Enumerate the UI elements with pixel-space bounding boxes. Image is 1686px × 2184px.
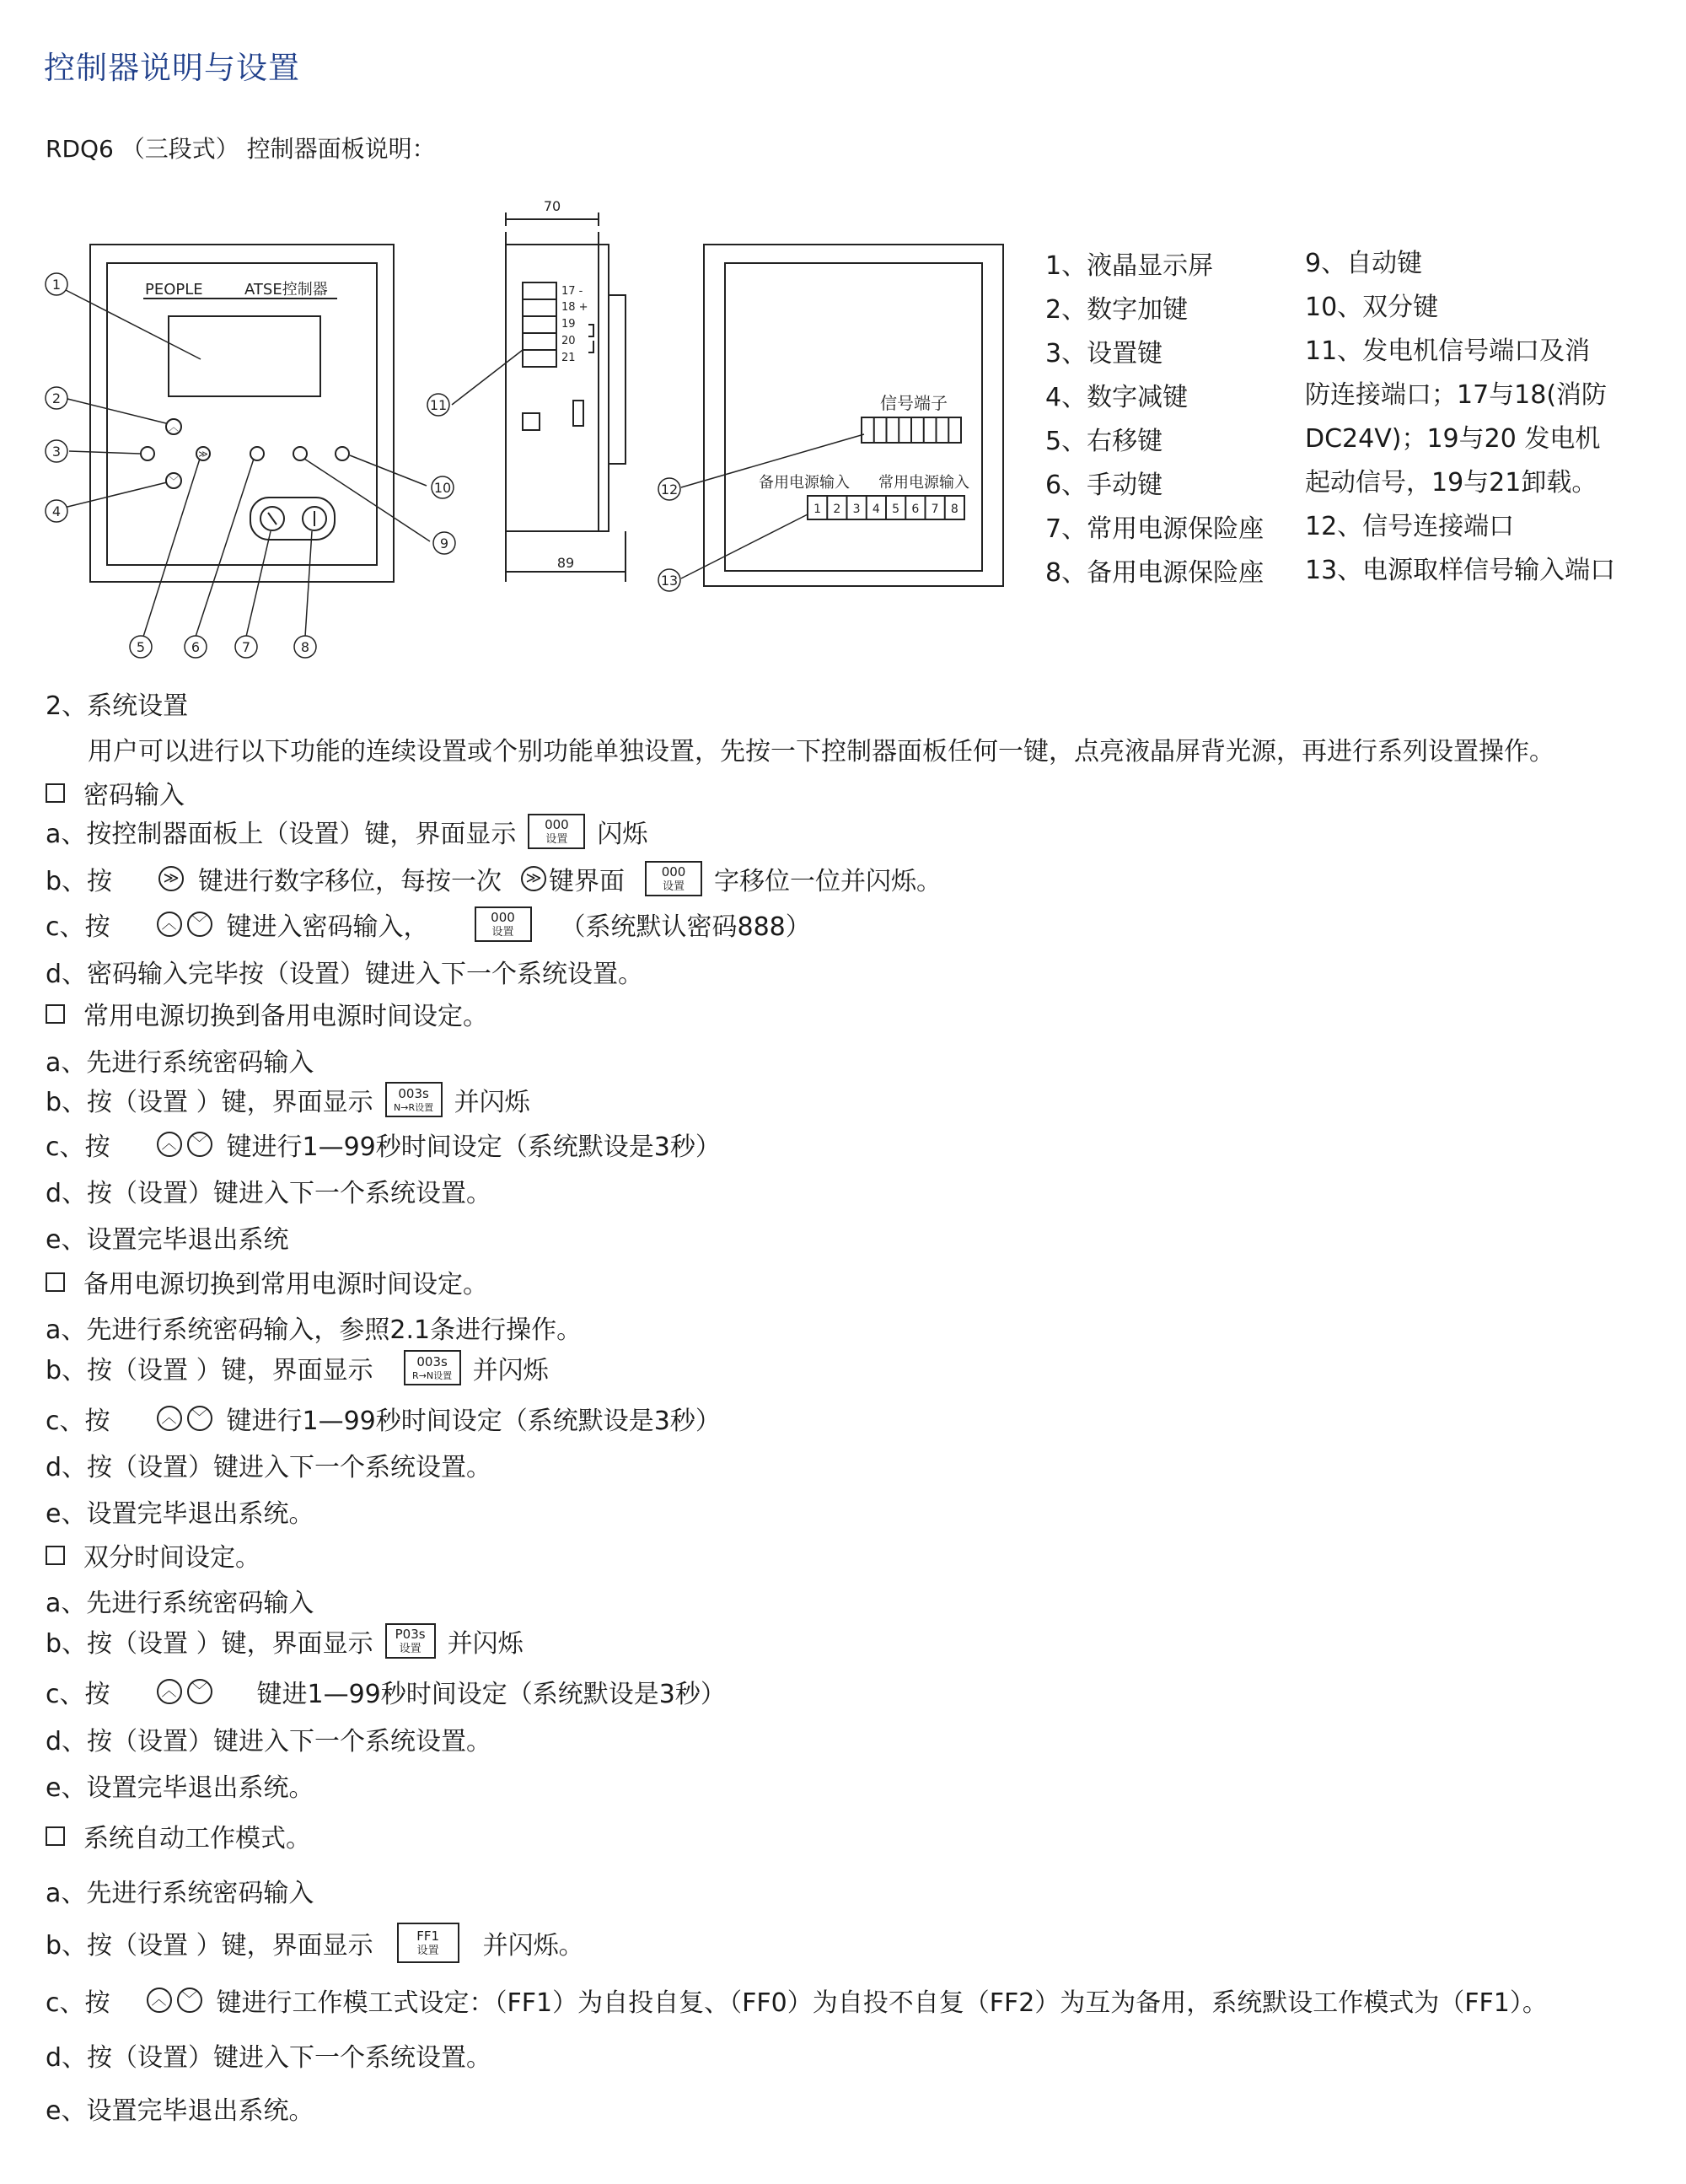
s4-a: a、先进行系统密码输入: [46, 1589, 314, 1618]
terminal-label-18: 18 +: [561, 301, 588, 314]
front-panel-outer: [90, 245, 394, 582]
up-key-icon: ︿: [157, 1132, 182, 1157]
legend-item: 5、右移键: [1045, 427, 1163, 456]
terminal-number: 2: [833, 503, 841, 516]
s1-b: b、按 ≫ 键进行数字移位，每按一次 ≫ 键界面 000 设置 字移位一位并闪烁。: [46, 860, 942, 897]
s4-c: c、按 ︿ ﹀ 键进1—99秒时间设定（系统默设是3秒）: [46, 1680, 726, 1709]
lcd-display-icon: 000 设置: [528, 814, 585, 849]
right-icon: ≫: [198, 449, 208, 460]
section-heading: 2、系统设置: [46, 691, 189, 721]
callout-2: 2: [51, 390, 62, 406]
callout-8: 8: [300, 639, 310, 655]
s3-d: d、按（设置）键进入下一个系统设置。: [46, 1453, 492, 1482]
terminal-number: 5: [892, 503, 900, 516]
legend-item: 4、数字减键: [1045, 383, 1189, 412]
callout-13: 13: [660, 573, 679, 589]
down-key-icon: ﹀: [187, 1406, 212, 1431]
callout-7: 7: [241, 639, 251, 655]
legend-item: DC24V)；19与20 发电机: [1305, 424, 1601, 454]
front-panel-inner: [107, 263, 377, 565]
down-key-icon: ﹀: [177, 1988, 202, 2013]
legend-item: 13、电源取样信号输入端口: [1305, 556, 1616, 585]
s2-d: d、按（设置）键进入下一个系统设置。: [46, 1179, 492, 1208]
terminal-label-17: 17 -: [561, 285, 583, 298]
s3-c: c、按 ︿ ﹀ 键进行1—99秒时间设定（系统默设是3秒）: [46, 1407, 721, 1436]
s2-title-row: 常用电源切换到备用电源时间设定。: [46, 995, 488, 1032]
rear-panel-outer: [704, 245, 1003, 586]
callout-4: 4: [51, 503, 62, 519]
s5-d: d、按（设置）键进入下一个系统设置。: [46, 2043, 492, 2073]
side-view-body: [506, 245, 599, 531]
dim-top: 70: [543, 198, 561, 214]
terminal-label-21: 21: [561, 352, 576, 364]
backup-input-label: 备用电源输入: [759, 474, 850, 492]
callout-9: 9: [439, 535, 449, 551]
terminal-number: 8: [950, 503, 958, 516]
s4-b: b、按（设置 ）键，界面显示 P03s 设置 并闪烁: [46, 1622, 524, 1660]
double-split-key: [336, 447, 349, 460]
up-icon: ︿: [169, 422, 179, 433]
section-intro: 用户可以进行以下功能的连续设置或个别功能单独设置，先按一下控制器面板任何一键，点亮液晶屏背光源，再进行系列设置操作。: [88, 737, 1554, 767]
s4-title-row: 双分时间设定。: [46, 1536, 260, 1573]
terminal-number: 1: [813, 503, 822, 516]
terminal-number: 7: [931, 503, 939, 516]
up-key-icon: ︿: [157, 1679, 182, 1704]
legend-item: 7、常用电源保险座: [1045, 514, 1264, 544]
front-label-right: ATSE控制器: [244, 281, 328, 299]
checkbox-icon: [46, 1826, 65, 1846]
s5-a: a、先进行系统密码输入: [46, 1879, 314, 1908]
up-key-icon: ︿: [157, 1406, 182, 1431]
s3-title-row: 备用电源切换到常用电源时间设定。: [46, 1263, 488, 1300]
up-key-icon: ︿: [147, 1988, 172, 2013]
s1-c: c、按 ︿ ﹀ 键进入密码输入， 000 设置 （系统默认密码888）: [46, 906, 811, 943]
signal-terminal-label: 信号端子: [880, 393, 948, 413]
legend-item: 起动信号，19与21卸载。: [1305, 468, 1597, 498]
legend-item: 10、双分键: [1305, 293, 1439, 322]
s5-e: e、设置完毕退出系统。: [46, 2096, 314, 2126]
down-key-icon: ﹀: [187, 1679, 212, 1704]
callout-10: 10: [433, 480, 452, 496]
checkbox-icon: [46, 783, 65, 803]
s4-d: d、按（设置）键进入下一个系统设置。: [46, 1727, 492, 1756]
s1-a: a、按控制器面板上（设置）键，界面显示 000 设置 闪烁: [46, 813, 647, 850]
dim-bottom: 89: [556, 555, 575, 571]
controller-diagram: [0, 194, 1045, 666]
page-title: 控制器说明与设置: [44, 50, 300, 86]
s5-title-row: 系统自动工作模式。: [46, 1817, 311, 1854]
callout-11: 11: [429, 397, 448, 413]
legend-right: [1305, 242, 1615, 593]
callout-1: 1: [51, 277, 62, 293]
legend-item: 8、备用电源保险座: [1045, 558, 1264, 588]
terminal-number: 4: [872, 503, 880, 516]
panel-subtitle: RDQ6 （三段式） 控制器面板说明：: [46, 135, 436, 163]
lcd-screen: [169, 316, 320, 396]
checkbox-icon: [46, 1546, 65, 1565]
s2-a: a、先进行系统密码输入: [46, 1048, 314, 1078]
s5-c: c、按 ︿ ﹀ 键进行工作模工式设定：（FF1）为自投自复、（FF0）为自投不自复（FF2）为互为备用，系统默设工作模式为（FF1）。: [46, 1988, 1548, 2018]
side-terminal-block: [523, 282, 556, 367]
callout-3: 3: [51, 444, 62, 460]
legend-item: 12、信号连接端口: [1305, 512, 1515, 541]
terminal-label-20: 20: [561, 335, 576, 347]
checkbox-icon: [46, 1004, 65, 1024]
lcd-display-icon: 000 设置: [645, 861, 702, 896]
callout-12: 12: [660, 481, 679, 498]
s5-b: b、按（设置 ）键，界面显示 FF1 设置 并闪烁。: [46, 1923, 584, 1963]
up-key-icon: ︿: [157, 912, 182, 937]
lcd-display-icon: FF1 设置: [397, 1923, 459, 1963]
lcd-display-icon: 000 设置: [475, 906, 532, 942]
front-label-left: PEOPLE: [145, 281, 203, 299]
checkbox-icon: [46, 1272, 65, 1292]
s3-b: b、按（设置 ）键，界面显示 003s R→N设置 并闪烁: [46, 1349, 549, 1386]
s1-title-row: 密码输入: [46, 774, 185, 811]
legend-item: 2、数字加键: [1045, 295, 1189, 325]
lcd-display-icon: P03s 设置: [385, 1623, 436, 1659]
legend-item: 防连接端口；17与18(消防: [1305, 380, 1608, 410]
terminal-number: 6: [911, 503, 920, 516]
right-key-icon: ≫: [158, 866, 184, 891]
callout-5: 5: [136, 639, 146, 655]
s1-d: d、密码输入完毕按（设置）键进入下一个系统设置。: [46, 960, 644, 989]
down-key-icon: ﹀: [187, 1132, 212, 1157]
legend-item: 6、手动键: [1045, 471, 1163, 500]
legend-left: [1045, 245, 1264, 595]
s3-a: a、先进行系统密码输入，参照2.1条进行操作。: [46, 1315, 583, 1345]
terminal-number: 3: [852, 503, 861, 516]
s4-e: e、设置完毕退出系统。: [46, 1773, 314, 1803]
s2-b: b、按（设置 ）键，界面显示 003s N→R设置 并闪烁: [46, 1081, 530, 1118]
legend-item: 3、设置键: [1045, 339, 1163, 368]
legend-item: 1、液晶显示屏: [1045, 251, 1214, 281]
s2-e: e、设置完毕退出系统: [46, 1225, 289, 1255]
down-icon: ﹀: [169, 476, 179, 487]
setting-key: [141, 447, 154, 460]
terminal-label-19: 19: [561, 318, 576, 331]
manual-key: [250, 447, 264, 460]
down-key-icon: ﹀: [187, 912, 212, 937]
callout-6: 6: [191, 639, 201, 655]
legend-item: 9、自动键: [1305, 249, 1423, 278]
lcd-display-icon: 003s R→N设置: [404, 1350, 461, 1385]
legend-item: 11、发电机信号端口及消: [1305, 336, 1591, 366]
normal-input-label: 常用电源输入: [878, 474, 969, 492]
s2-c: c、按 ︿ ﹀ 键进行1—99秒时间设定（系统默设是3秒）: [46, 1132, 721, 1162]
s3-e: e、设置完毕退出系统。: [46, 1499, 314, 1529]
lcd-display-icon: 003s N→R设置: [385, 1082, 443, 1117]
right-key-icon: ≫: [521, 866, 546, 891]
fuse-holder-frame: [250, 498, 335, 540]
